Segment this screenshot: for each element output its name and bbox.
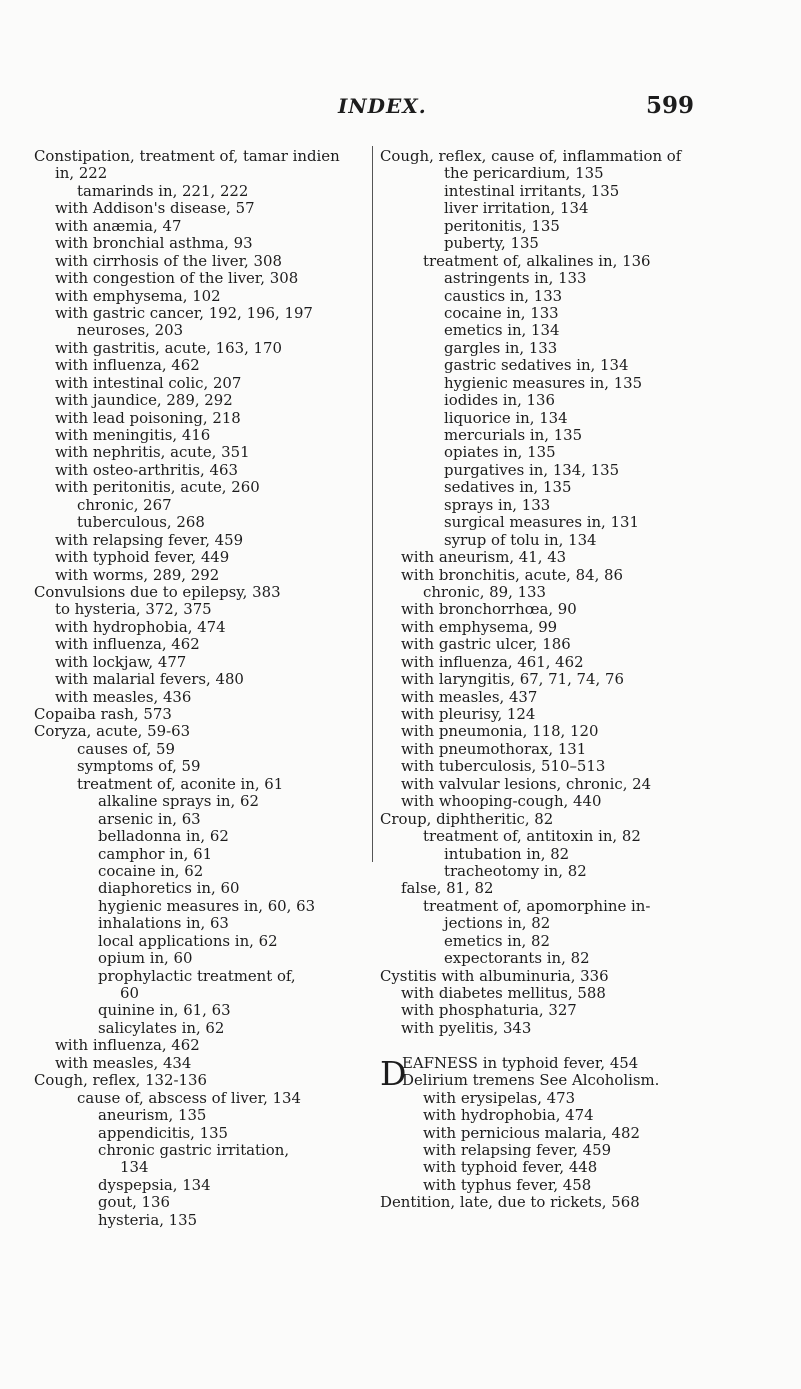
index-entry: to hysteria, 372, 375: [55, 600, 212, 619]
index-entry: with influenza, 462: [55, 356, 200, 375]
section-gap: [380, 1037, 780, 1054]
index-entry: with malarial fevers, 480: [55, 670, 244, 689]
index-entry: gout, 136: [98, 1193, 170, 1212]
index-entry: astringents in, 133: [444, 269, 587, 288]
index-entry: with relapsing fever, 459: [423, 1140, 612, 1159]
index-entry: iodides in, 136: [444, 391, 555, 410]
index-entry: surgical measures in, 131: [444, 513, 639, 532]
index-entry: quinine in, 61, 63: [98, 1001, 231, 1020]
index-entry: hygienic measures in, 60, 63: [98, 896, 316, 915]
index-entry: camphor in, 61: [98, 844, 213, 863]
index-entry: prophylactic treatment of,: [98, 966, 296, 985]
index-entry: with bronchitis, acute, 84, 86: [401, 565, 623, 584]
index-entry: salicylates in, 62: [98, 1018, 225, 1037]
index-entry: false, 81, 82: [401, 879, 494, 898]
index-entry: with gastric cancer, 192, 196, 197: [55, 303, 313, 322]
index-entry: with osteo-arthritis, 463: [55, 460, 238, 479]
index-entry: cocaine in, 133: [444, 303, 559, 322]
running-head-title: INDEX.: [338, 94, 427, 118]
index-entry: with pneumonia, 118, 120: [401, 722, 599, 741]
index-entry: sedatives in, 135: [444, 478, 572, 497]
index-entry: opiates in, 135: [444, 443, 556, 462]
index-entry: symptoms of, 59: [77, 757, 201, 776]
index-entry: intestinal irritants, 135: [444, 181, 620, 200]
index-entry: EAFNESS in typhoid fever, 454: [402, 1053, 639, 1072]
index-entry: with emphysema, 102: [55, 286, 221, 305]
index-entry: with influenza, 461, 462: [401, 652, 584, 671]
index-entry: chronic, 89, 133: [423, 582, 547, 601]
index-entry: purgatives in, 134, 135: [444, 460, 620, 479]
index-entry: treatment of, apomorphine in-: [423, 896, 651, 915]
index-entry: with Addison's disease, 57: [55, 199, 255, 218]
index-entry: with measles, 437: [401, 687, 538, 706]
index-entry: Coryza, acute, 59-63: [34, 722, 191, 741]
index-entry: with worms, 289, 292: [55, 565, 220, 584]
index-entry: opium in, 60: [98, 949, 193, 968]
page-number: 599: [646, 92, 695, 119]
index-entry: gastric sedatives in, 134: [444, 356, 629, 375]
index-entry: diaphoretics in, 60: [98, 879, 240, 898]
index-entry: jections in, 82: [444, 914, 551, 933]
index-entry: local applications in, 62: [98, 931, 278, 950]
index-entry: alkaline sprays in, 62: [98, 792, 259, 811]
index-entry: Cystitis with albuminuria, 336: [380, 966, 609, 985]
index-entry: with nephritis, acute, 351: [55, 443, 250, 462]
index-entry: cocaine in, 62: [98, 861, 204, 880]
index-entry: the pericardium, 135: [444, 164, 604, 183]
index-entry: with lead poisoning, 218: [55, 408, 241, 427]
index-entry: with meningitis, 416: [55, 426, 211, 444]
index-column-left: [34, 148, 368, 1229]
index-entry: with gastritis, acute, 163, 170: [55, 338, 282, 357]
index-entry: dyspepsia, 134: [98, 1175, 211, 1194]
index-entry: Dentition, late, due to rickets, 568: [380, 1193, 640, 1212]
index-entry: tamarinds in, 221, 222: [77, 181, 249, 200]
index-entry: tuberculous, 268: [77, 513, 205, 532]
index-entry: with pleurisy, 124: [401, 705, 536, 723]
index-entry: belladonna in, 62: [98, 827, 229, 846]
index-entry: intubation in, 82: [444, 844, 570, 863]
index-entry: Cough, reflex, 132-136: [34, 1071, 207, 1090]
index-entry: peritonitis, 135: [444, 216, 560, 235]
index-entry: hygienic measures in, 135: [444, 373, 643, 392]
index-entry: hysteria, 135: [98, 1210, 198, 1229]
index-entry: Convulsions due to epilepsy, 383: [34, 582, 281, 601]
index-entry: with influenza, 462: [55, 1036, 200, 1055]
index-entry: Constipation, treatment of, tamar indien: [34, 147, 340, 165]
index-entry: emetics in, 82: [444, 931, 550, 950]
index-entry: mercurials in, 135: [444, 426, 583, 444]
index-entry: arsenic in, 63: [98, 809, 201, 828]
index-entry: liquorice in, 134: [444, 408, 568, 427]
index-entry: with hydrophobia, 474: [55, 617, 226, 636]
index-entry: Copaiba rash, 573: [34, 705, 172, 723]
index-entry: with relapsing fever, 459: [55, 530, 244, 549]
index-entry: aneurism, 135: [98, 1106, 207, 1125]
index-entry: 134: [120, 1158, 149, 1177]
index-entry: expectorants in, 82: [444, 949, 590, 968]
index-entry: with bronchial asthma, 93: [55, 234, 253, 253]
index-entry: with peritonitis, acute, 260: [55, 478, 260, 497]
index-entry: with whooping-cough, 440: [401, 792, 602, 811]
index-entry: caustics in, 133: [444, 286, 563, 305]
index-entry: with anæmia, 47: [55, 216, 182, 235]
index-entry: with intestinal colic, 207: [55, 373, 242, 392]
index-entry: treatment of, antitoxin in, 82: [423, 827, 641, 846]
index-entry: with phosphaturia, 327: [401, 1001, 577, 1020]
index-entry: with emphysema, 99: [401, 617, 558, 636]
index-entry: with typhoid fever, 448: [423, 1158, 598, 1177]
index-entry: syrup of tolu in, 134: [444, 530, 597, 549]
index-entry: with erysipelas, 473: [423, 1088, 576, 1107]
index-entry: Cough, reflex, cause of, inflammation of: [380, 147, 682, 165]
index-entry: in, 222: [55, 164, 108, 183]
index-entry: with hydrophobia, 474: [423, 1106, 594, 1125]
index-column-right: [380, 148, 780, 1212]
index-entry: inhalations in, 63: [98, 914, 229, 933]
index-entry: 60: [120, 984, 139, 1002]
index-entry: with typhus fever, 458: [423, 1175, 592, 1194]
index-entry: with diabetes mellitus, 588: [401, 984, 606, 1002]
index-entry: neuroses, 203: [77, 321, 184, 340]
index-entry: with measles, 434: [55, 1053, 192, 1072]
index-entry: with pernicious malaria, 482: [423, 1123, 640, 1142]
index-entry: with congestion of the liver, 308: [55, 269, 299, 288]
index-entry: chronic gastric irritation,: [98, 1140, 290, 1159]
index-entry: treatment of, alkalines in, 136: [423, 251, 651, 270]
index-entry: with pneumothorax, 131: [401, 739, 587, 758]
index-entry: with lockjaw, 477: [55, 652, 187, 671]
page-header: [0, 92, 801, 126]
index-entry: with jaundice, 289, 292: [55, 391, 233, 410]
index-entry: chronic, 267: [77, 495, 172, 514]
index-entry: with valvular lesions, chronic, 24: [401, 774, 652, 793]
index-entry: sprays in, 133: [444, 495, 551, 514]
index-entry: with measles, 436: [55, 687, 192, 706]
index-entry: with influenza, 462: [55, 635, 200, 654]
index-entry: with bronchorrhœa, 90: [401, 600, 577, 619]
index-entry: causes of, 59: [77, 739, 175, 758]
index-entry: Croup, diphtheritic, 82: [380, 809, 554, 828]
index-entry: with aneurism, 41, 43: [401, 548, 567, 567]
index-entry: with tuberculosis, 510–513: [401, 757, 606, 776]
index-entry: treatment of, aconite in, 61: [77, 774, 284, 793]
index-entry: with laryngitis, 67, 71, 74, 76: [401, 670, 624, 689]
index-entry: liver irritation, 134: [444, 199, 589, 218]
index-entry: with cirrhosis of the liver, 308: [55, 251, 282, 270]
index-entry: puberty, 135: [444, 234, 539, 253]
index-entry: Delirium tremens See Alcoholism.: [402, 1071, 660, 1090]
index-entry: emetics in, 134: [444, 321, 560, 340]
column-divider: [372, 146, 373, 862]
index-entry: appendicitis, 135: [98, 1123, 229, 1142]
index-entry: tracheotomy in, 82: [444, 861, 587, 880]
drop-cap-letter: D: [380, 1053, 407, 1093]
index-entry: with pyelitis, 343: [401, 1018, 532, 1037]
index-entry: with typhoid fever, 449: [55, 548, 230, 567]
index-entry: gargles in, 133: [444, 338, 558, 357]
index-entry: with gastric ulcer, 186: [401, 635, 571, 654]
index-entry: cause of, abscess of liver, 134: [77, 1088, 301, 1107]
